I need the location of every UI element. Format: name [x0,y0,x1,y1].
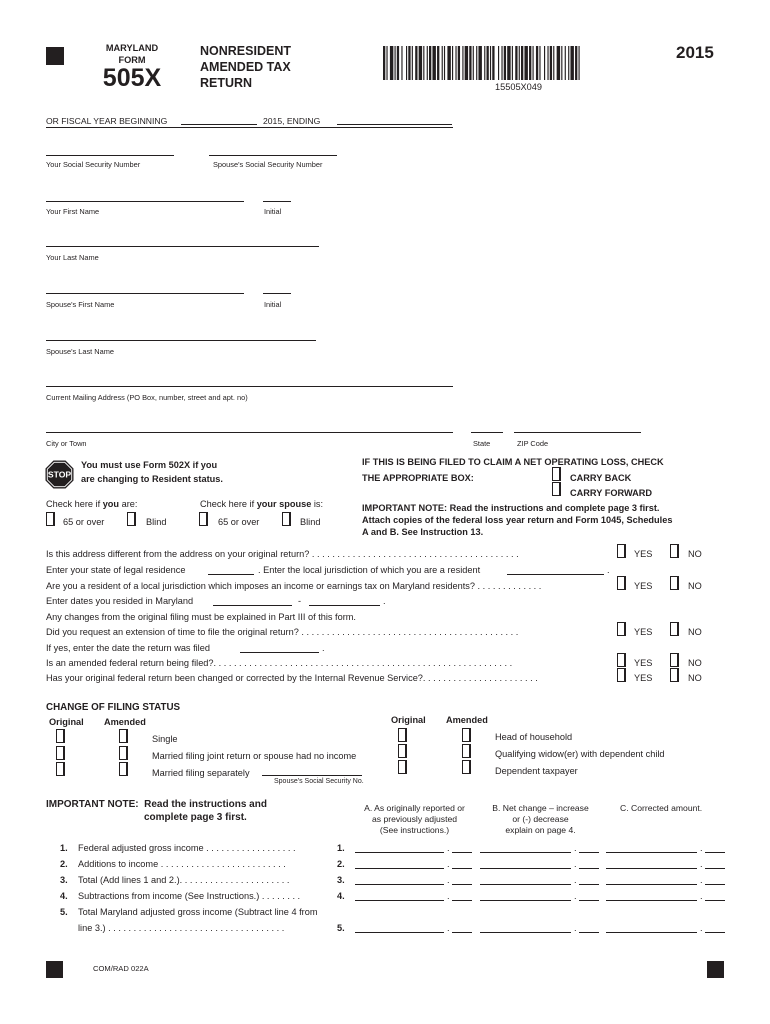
barcode-bar [412,46,413,80]
qw-original-checkbox[interactable] [398,744,407,758]
barcode-bar [452,46,453,80]
barcode-bar [455,46,456,80]
last-name-label: Your Last Name [46,253,99,262]
spouse-blind-label: Blind [300,517,321,527]
spouse-last-name-label: Spouse's Last Name [46,347,114,356]
line-5-col-b-cents-field[interactable] [579,932,599,933]
barcode-bar [386,46,387,80]
address-different-yes-checkbox[interactable] [617,544,626,558]
line-1-col-c-dollars-field[interactable] [606,852,697,853]
carry-back-label: CARRY BACK [570,473,632,483]
form-number: 505X [102,64,162,92]
income-note-line1: IMPORTANT NOTE: Read the instructions and [46,799,267,810]
city-label: City or Town [46,439,87,448]
check-you-label: Check here if you are: [46,499,138,509]
state-label: State [473,439,491,448]
you-blind-label: Blind [146,517,167,527]
barcode-bar [553,46,554,80]
line-3-col-c-cents-field[interactable] [705,884,725,885]
carry-forward-label: CARRY FORWARD [570,488,653,498]
column-a-line1: A. As originally reported or [364,803,465,813]
nol-note-line3: A and B. See Instruction 13. [362,527,484,537]
decimal-point: . [574,923,577,933]
line-5-col-a-cents-field[interactable] [452,932,472,933]
barcode-bar [524,46,527,80]
line-1-col-a-cents-field[interactable] [452,852,472,853]
local-tax-no-checkbox[interactable] [670,576,679,590]
column-a-line2: as previously adjusted [371,814,458,824]
decimal-point: . [700,859,703,869]
spouse-blind-checkbox[interactable] [282,512,291,526]
state-field[interactable] [471,432,503,433]
ssn-field[interactable] [46,155,174,156]
line-2-col-a-dollars-field[interactable] [355,868,444,869]
extension-yes-checkbox[interactable] [617,622,626,636]
question-extension: Did you request an extension of time to file the original return? . . . . . . . . . . . . . . . . . . . . . . . . . . . . . . . . . . . . . . . . . . . [46,627,519,637]
single-original-checkbox[interactable] [56,729,65,743]
address-field[interactable] [46,386,453,387]
barcode [383,46,659,80]
spouse-last-name-field[interactable] [46,340,316,341]
spouse-65-checkbox[interactable] [199,512,208,526]
you-65-label: 65 or over [63,517,105,527]
barcode-bar [539,46,540,80]
registration-mark-top-left [46,47,64,65]
line-2-col-c-dollars-field[interactable] [606,868,697,869]
mfs-spouse-ssn-label: Spouse's Social Security No. [274,778,364,785]
question-local-tax: Are you a resident of a local jurisdiction which imposes an income or earnings tax on Maryland residents? . . . . . . . . . . . . . [46,581,542,591]
barcode-bar [487,46,489,80]
barcode-bar [484,46,485,80]
line-5-col-a-dollars-field[interactable] [355,932,444,933]
barcode-bar [423,46,424,80]
spouse-65-label: 65 or over [218,517,260,527]
income-line-text: line 3.) . . . . . . . . . . . . . . . . . . . . . . . . . . . . . . . . . . . [78,923,285,933]
fiscal-ending-label: 2015, ENDING [263,116,321,126]
mfs-original-checkbox[interactable] [56,762,65,776]
no-label: NO [688,581,702,591]
decimal-point: . [447,891,450,901]
qw-amended-checkbox[interactable] [462,744,471,758]
decimal-point: . [700,875,703,885]
no-label: NO [688,549,702,559]
nol-note-line2: Attach copies of the federal loss year return and Form 1045, Schedules [362,515,673,525]
barcode-bar [406,46,407,80]
initial-field[interactable] [263,201,291,202]
barcode-bar [536,46,538,80]
line-3-col-a-cents-field[interactable] [452,884,472,885]
resided-from-field[interactable] [213,605,292,606]
income-line-ref: 4. [337,891,345,901]
barcode-bar [432,46,435,80]
barcode-bar [529,46,531,80]
barcode-bar [565,46,566,80]
line-4-col-c-dollars-field[interactable] [606,900,697,901]
line-5-col-b-dollars-field[interactable] [480,932,571,933]
barcode-bar [383,46,385,80]
svg-text:STOP: STOP [47,469,72,480]
tax-year: 2015 [676,43,714,62]
original-column-header: Original [49,717,84,727]
income-note-line2: complete page 3 first. [144,812,247,823]
income-line-number: 1. [60,843,68,853]
barcode-bar [465,46,468,80]
hoh-original-checkbox[interactable] [398,728,407,742]
nol-note-line1: IMPORTANT NOTE: Read the instructions and complete page 3 first. [362,503,660,513]
form-title-line1: NONRESIDENT [200,44,291,58]
city-field[interactable] [46,432,453,433]
zip-label: ZIP Code [517,439,549,448]
decimal-point: . [447,923,450,933]
decimal-point: . [700,923,703,933]
barcode-bar [561,46,562,80]
mfj-label: Married filing joint return or spouse had no income [152,751,357,761]
original-column-header-right: Original [391,715,426,725]
spouse-initial-label: Initial [264,300,282,309]
last-name-field[interactable] [46,246,319,247]
amended-column-header-right: Amended [446,715,488,725]
income-line-number: 2. [60,859,68,869]
fiscal-begin-field[interactable] [181,124,257,125]
income-line-number: 4. [60,891,68,901]
line-1-col-c-cents-field[interactable] [705,852,725,853]
column-b-line2: or (-) decrease [512,814,569,824]
line-1-col-a-dollars-field[interactable] [355,852,444,853]
spouse-first-name-field[interactable] [46,293,244,294]
line-1-col-b-dollars-field[interactable] [480,852,571,853]
decimal-point: . [700,843,703,853]
line-3-col-c-dollars-field[interactable] [606,884,697,885]
spouse-ssn-label: Spouse's Social Security Number [213,160,323,169]
barcode-bar [507,46,510,80]
barcode-bar [415,46,417,80]
state-name: MARYLAND [105,43,159,53]
form-code: COM/RAD 022A [93,964,149,973]
income-line-ref: 1. [337,843,345,853]
column-b-line1: B. Net change – increase [492,803,589,813]
line-5-col-c-cents-field[interactable] [705,932,725,933]
registration-mark-bottom-left [46,961,63,978]
question-local-jurisdiction: . Enter the local jurisdiction of which you are a resident [258,565,481,575]
zip-field[interactable] [514,432,641,433]
column-c-line1: C. Corrected amount. [620,803,703,813]
barcode-bar [408,46,410,80]
local-jurisdiction-field[interactable] [507,574,604,575]
stop-message-line1: You must use Form 502X if you [81,460,218,470]
barcode-bar [444,46,445,80]
column-a-line3: (See instructions.) [379,825,450,835]
barcode-bar [447,46,450,80]
irs-changed-yes-checkbox[interactable] [617,668,626,682]
barcode-bar [498,46,499,80]
barcode-bar [492,46,494,80]
decimal-point: . [574,875,577,885]
single-amended-checkbox[interactable] [119,729,128,743]
income-line-number: 5. [60,907,68,917]
barcode-bar [390,46,393,80]
no-label: NO [688,658,702,668]
dep-amended-checkbox[interactable] [462,760,471,774]
barcode-bar [442,46,443,80]
question-irs-changed: Has your original federal return been changed or corrected by the Internal Revenue Service?. . . . . . . . . . . . . . . . . . . . . . . [46,673,538,683]
stop-sign-icon [45,460,74,489]
income-line-ref: 5. [337,923,345,933]
form-title-line3: RETURN [200,76,253,90]
dep-original-checkbox[interactable] [398,760,407,774]
line-3-col-a-dollars-field[interactable] [355,884,444,885]
fiscal-ending-field[interactable] [337,124,452,125]
barcode-bar [476,46,477,80]
address-label: Current Mailing Address (PO Box, number, street and apt. no) [46,393,248,402]
mfj-original-checkbox[interactable] [56,746,65,760]
check-spouse-label: Check here if your spouse is: [200,499,324,509]
first-name-field[interactable] [46,201,244,202]
local-jurisdiction-period: . [607,565,610,575]
decimal-point: . [574,859,577,869]
decimal-point: . [447,875,450,885]
date-filed-period: . [322,643,325,653]
dates-dash: - [298,596,302,606]
date-filed-field[interactable] [240,652,319,653]
line-4-col-b-cents-field[interactable] [579,900,599,901]
barcode-bar [427,46,428,80]
barcode-bar [419,46,422,80]
form-title-line2: AMENDED TAX [200,60,291,74]
question-date-filed: If yes, enter the date the return was filed [46,643,210,653]
changes-explained-text: Any changes from the original filing must be explained in Part III of this form. [46,612,356,622]
yes-label: YES [634,673,653,683]
decimal-point: . [574,843,577,853]
barcode-bar [550,46,552,80]
you-65-checkbox[interactable] [46,512,55,526]
barcode-bar [437,46,439,80]
income-line-number: 3. [60,875,68,885]
no-label: NO [688,673,702,683]
barcode-bar [490,46,491,80]
form-word: FORM [118,55,146,65]
barcode-bar [473,46,474,80]
local-tax-yes-checkbox[interactable] [617,576,626,590]
dep-label: Dependent taxpayer [495,766,578,776]
state-residence-field[interactable] [208,574,254,575]
column-b-line3: explain on page 4. [505,825,576,835]
barcode-bar [397,46,399,80]
spouse-first-name-label: Spouse's First Name [46,300,115,309]
address-different-no-checkbox[interactable] [670,544,679,558]
yes-label: YES [634,549,653,559]
amended-federal-no-checkbox[interactable] [670,653,679,667]
question-state-residence: Enter your state of legal residence [46,565,186,575]
mfs-amended-checkbox[interactable] [119,762,128,776]
barcode-bar [512,46,513,80]
qw-label: Qualifying widow(er) with dependent child [495,749,665,759]
barcode-number: 15505X049 [495,82,543,92]
barcode-bar [469,46,471,80]
you-blind-checkbox[interactable] [127,512,136,526]
spouse-ssn-field[interactable] [209,155,337,156]
yes-label: YES [634,658,653,668]
initial-label: Initial [264,207,282,216]
decimal-point: . [700,891,703,901]
income-line-text: Federal adjusted gross income . . . . . . . . . . . . . . . . . . [78,843,296,853]
mfs-spouse-ssn-field[interactable] [262,775,362,776]
first-name-label: Your First Name [46,207,100,216]
barcode-bar [519,46,520,80]
barcode-bar [401,46,402,80]
hoh-amended-checkbox[interactable] [462,728,471,742]
fiscal-begin-label: OR FISCAL YEAR BEGINNING [46,116,168,126]
extension-no-checkbox[interactable] [670,622,679,636]
line-3-col-b-dollars-field[interactable] [480,884,571,885]
carry-back-checkbox[interactable] [552,467,561,481]
no-label: NO [688,627,702,637]
barcode-bar [395,46,396,80]
nol-heading-line1: IF THIS IS BEING FILED TO CLAIM A NET OPERATING LOSS, CHECK [362,457,664,467]
barcode-bar [547,46,548,80]
barcode-bar [458,46,460,80]
line-2-col-b-dollars-field[interactable] [480,868,571,869]
line-1-col-b-cents-field[interactable] [579,852,599,853]
decimal-point: . [574,891,577,901]
income-line-text: Total (Add lines 1 and 2.). . . . . . . . . . . . . . . . . . . . . . [78,875,290,885]
barcode-bar [521,46,523,80]
barcode-bar [501,46,502,80]
resided-to-field[interactable] [309,605,380,606]
ssn-label: Your Social Security Number [46,160,141,169]
barcode-bar [544,46,545,80]
yes-label: YES [634,627,653,637]
line-2-col-a-cents-field[interactable] [452,868,472,869]
fiscal-underline [46,127,453,128]
single-label: Single [152,734,178,744]
income-line-text: Total Maryland adjusted gross income (Subtract line 4 from [78,907,318,917]
filing-status-heading: CHANGE OF FILING STATUS [46,702,181,713]
line-5-col-c-dollars-field[interactable] [606,932,697,933]
barcode-bar [575,46,577,80]
carry-forward-checkbox[interactable] [552,482,561,496]
spouse-initial-field[interactable] [263,293,291,294]
line-2-col-c-cents-field[interactable] [705,868,725,869]
line-4-col-b-dollars-field[interactable] [480,900,571,901]
barcode-bar [570,46,573,80]
mfj-amended-checkbox[interactable] [119,746,128,760]
income-line-text: Subtractions from income (See Instructions.) . . . . . . . . [78,891,301,901]
stop-message-line2: are changing to Resident status. [81,474,223,484]
irs-changed-no-checkbox[interactable] [670,668,679,682]
yes-label: YES [634,581,653,591]
income-line-text: Additions to income . . . . . . . . . . . . . . . . . . . . . . . . . [78,859,286,869]
hoh-label: Head of household [495,732,573,742]
decimal-point: . [447,859,450,869]
question-address-different: Is this address different from the address on your original return? . . . . . . . . . . . . . . . . . . . . . . . . . . . . . . . . . . . . . . . . . [46,549,519,559]
barcode-bar [557,46,560,80]
dates-period: . [383,596,386,606]
line-3-col-b-cents-field[interactable] [579,884,599,885]
nol-heading-line2: THE APPROPRIATE BOX: [362,473,474,483]
income-line-ref: 2. [337,859,345,869]
mfs-label: Married filing separately [152,768,250,778]
barcode-bar [504,46,506,80]
barcode-bar [568,46,569,80]
barcode-bar [462,46,463,80]
registration-mark-bottom-right [707,961,724,978]
amended-column-header: Amended [104,717,146,727]
barcode-bar [533,46,534,80]
question-amended-federal: Is an amended federal return being filed?. . . . . . . . . . . . . . . . . . . . . . . . . . . . . . . . . . . . . . . . . . . . . . . . . . . . . . . . . . . [46,658,513,668]
barcode-bar [579,46,580,80]
decimal-point: . [447,843,450,853]
line-4-col-a-cents-field[interactable] [452,900,472,901]
line-2-col-b-cents-field[interactable] [579,868,599,869]
line-4-col-c-cents-field[interactable] [705,900,725,901]
income-line-ref: 3. [337,875,345,885]
question-dates-resided: Enter dates you resided in Maryland [46,596,194,606]
barcode-bar [478,46,481,80]
amended-federal-yes-checkbox[interactable] [617,653,626,667]
barcode-bar [515,46,517,80]
barcode-bar [429,46,431,80]
line-4-col-a-dollars-field[interactable] [355,900,444,901]
